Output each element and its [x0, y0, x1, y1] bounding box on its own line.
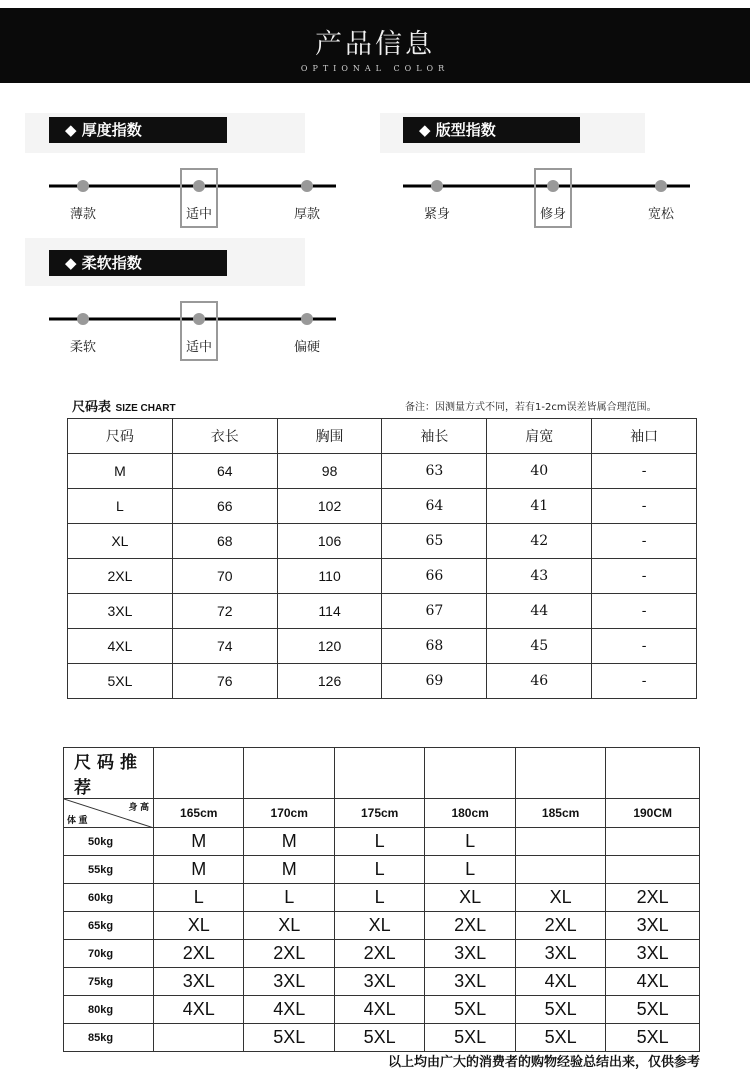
- rec-size-cell: 3XL: [606, 912, 700, 940]
- page-subtitle: OPTIONAL COLOR: [300, 64, 450, 73]
- footer-note: 以上均由广大的消费者的购物经验总结出来，仅供参考: [387, 1055, 700, 1070]
- table-row: [64, 940, 700, 968]
- table-row: [64, 912, 700, 940]
- size-chart-title: [72, 396, 176, 415]
- rec-title: 尺码推荐: [64, 748, 154, 799]
- fit-option-slim: 修身: [539, 207, 566, 222]
- measurement-cell: -: [592, 489, 697, 524]
- table-row: [68, 454, 697, 489]
- fit-option-tight: 紧身: [423, 207, 450, 222]
- measurement-cell: 66: [382, 559, 487, 594]
- rec-size-cell: [606, 856, 700, 884]
- rec-size-cell: 5XL: [606, 996, 700, 1024]
- measurement-cell: 72: [172, 594, 277, 629]
- rec-corner-height: 身 高: [128, 802, 149, 812]
- measurement-cell: 70: [172, 559, 277, 594]
- measurement-cell: 102: [277, 489, 382, 524]
- rec-size-cell: 2XL: [154, 940, 244, 968]
- rec-size-cell: L: [334, 884, 424, 912]
- rec-size-cell: M: [154, 856, 244, 884]
- measurement-cell: 106: [277, 524, 382, 559]
- size-header-cell: 肩宽: [487, 419, 592, 454]
- rec-height-header: 165cm: [154, 799, 244, 828]
- rec-weight-cell: 70kg: [64, 940, 154, 968]
- rec-title-spacer: [334, 748, 424, 799]
- page-title: 产品信息: [315, 29, 435, 60]
- measurement-cell: -: [592, 524, 697, 559]
- thickness-option-medium: 适中: [185, 207, 212, 222]
- rec-size-cell: 5XL: [334, 1024, 424, 1052]
- measurement-cell: 67: [382, 594, 487, 629]
- size-cell: 4XL: [68, 629, 173, 664]
- size-header-cell: 尺码: [68, 419, 173, 454]
- rec-size-cell: XL: [244, 912, 334, 940]
- size-chart-title-cn: 尺码表: [72, 400, 112, 415]
- table-row: [64, 856, 700, 884]
- fit-option-loose: 宽松: [647, 207, 674, 222]
- rec-size-cell: XL: [334, 912, 424, 940]
- rec-size-cell: 2XL: [606, 884, 700, 912]
- measurement-cell: 110: [277, 559, 382, 594]
- measurement-cell: -: [592, 594, 697, 629]
- rec-size-cell: L: [334, 856, 424, 884]
- table-row: [68, 629, 697, 664]
- rec-size-cell: 2XL: [515, 912, 605, 940]
- rec-title-spacer: [515, 748, 605, 799]
- rec-size-cell: 3XL: [334, 968, 424, 996]
- rec-size-cell: 4XL: [244, 996, 334, 1024]
- rec-size-cell: L: [334, 828, 424, 856]
- rec-size-cell: L: [425, 828, 515, 856]
- measurement-cell: 43: [487, 559, 592, 594]
- rec-size-cell: 4XL: [334, 996, 424, 1024]
- size-cell: 2XL: [68, 559, 173, 594]
- rec-size-cell: 5XL: [244, 1024, 334, 1052]
- table-row: [64, 996, 700, 1024]
- rec-size-cell: 3XL: [425, 940, 515, 968]
- size-header-cell: 袖长: [382, 419, 487, 454]
- measurement-cell: 66: [172, 489, 277, 524]
- rec-weight-cell: 80kg: [64, 996, 154, 1024]
- measurement-cell: 120: [277, 629, 382, 664]
- rec-size-cell: M: [244, 828, 334, 856]
- size-header-cell: 衣长: [172, 419, 277, 454]
- rec-size-cell: 2XL: [244, 940, 334, 968]
- measurement-cell: -: [592, 454, 697, 489]
- rec-height-header: 170cm: [244, 799, 334, 828]
- rec-size-cell: M: [244, 856, 334, 884]
- rec-size-cell: 2XL: [425, 912, 515, 940]
- measurement-cell: 98: [277, 454, 382, 489]
- table-row: [64, 968, 700, 996]
- fit-index-label: ◆ 版型指数: [403, 117, 580, 143]
- rec-header-row: [64, 799, 700, 828]
- measurement-cell: 114: [277, 594, 382, 629]
- rec-size-cell: [154, 1024, 244, 1052]
- rec-title-spacer: [425, 748, 515, 799]
- table-row: [68, 664, 697, 699]
- thickness-dot-2: [193, 180, 205, 192]
- thickness-option-thin: 薄款: [69, 207, 96, 222]
- rec-size-cell: 3XL: [515, 940, 605, 968]
- rec-size-cell: L: [154, 884, 244, 912]
- rec-weight-cell: 55kg: [64, 856, 154, 884]
- rec-size-cell: L: [244, 884, 334, 912]
- measurement-cell: -: [592, 629, 697, 664]
- rec-title-row: [64, 748, 700, 799]
- rec-size-cell: 2XL: [334, 940, 424, 968]
- rec-corner-cell: [64, 799, 154, 828]
- measurement-cell: 40: [487, 454, 592, 489]
- rec-corner-weight: 体 重: [67, 815, 88, 825]
- table-row: [64, 884, 700, 912]
- size-cell: 3XL: [68, 594, 173, 629]
- size-cell: 5XL: [68, 664, 173, 699]
- rec-size-cell: [606, 828, 700, 856]
- rec-weight-cell: 75kg: [64, 968, 154, 996]
- measurement-cell: 68: [172, 524, 277, 559]
- index-sliders: [0, 0, 750, 380]
- measurement-cell: 68: [382, 629, 487, 664]
- table-row: [68, 524, 697, 559]
- rec-size-cell: 3XL: [606, 940, 700, 968]
- fit-dot-3: [655, 180, 667, 192]
- size-cell: L: [68, 489, 173, 524]
- thickness-dot-1: [77, 180, 89, 192]
- rec-size-cell: 3XL: [244, 968, 334, 996]
- rec-height-header: 180cm: [425, 799, 515, 828]
- table-row: [68, 559, 697, 594]
- rec-size-cell: L: [425, 856, 515, 884]
- rec-size-cell: 3XL: [154, 968, 244, 996]
- rec-size-cell: 5XL: [606, 1024, 700, 1052]
- table-row: [64, 828, 700, 856]
- size-chart-note: 备注：因测量方式不同，若有1-2cm误差皆属合理范围。: [405, 402, 657, 413]
- rec-height-header: 190CM: [606, 799, 700, 828]
- rec-weight-cell: 65kg: [64, 912, 154, 940]
- measurement-cell: 42: [487, 524, 592, 559]
- softness-dot-1: [77, 313, 89, 325]
- rec-size-cell: 5XL: [515, 1024, 605, 1052]
- rec-size-cell: XL: [515, 884, 605, 912]
- softness-option-hard: 偏硬: [293, 340, 320, 355]
- rec-weight-cell: 60kg: [64, 884, 154, 912]
- thickness-option-thick: 厚款: [293, 207, 320, 222]
- measurement-cell: 46: [487, 664, 592, 699]
- table-row: [68, 489, 697, 524]
- rec-height-header: 175cm: [334, 799, 424, 828]
- size-chart-table: [67, 418, 697, 699]
- measurement-cell: 45: [487, 629, 592, 664]
- table-row: [68, 594, 697, 629]
- measurement-cell: 74: [172, 629, 277, 664]
- measurement-cell: 64: [172, 454, 277, 489]
- measurement-cell: -: [592, 664, 697, 699]
- softness-option-medium: 适中: [185, 340, 212, 355]
- size-header-cell: 袖口: [592, 419, 697, 454]
- table-row: [64, 1024, 700, 1052]
- rec-title-spacer: [154, 748, 244, 799]
- measurement-cell: 76: [172, 664, 277, 699]
- measurement-cell: 126: [277, 664, 382, 699]
- measurement-cell: 65: [382, 524, 487, 559]
- rec-weight-cell: 85kg: [64, 1024, 154, 1052]
- rec-size-cell: 3XL: [425, 968, 515, 996]
- size-header-row: [68, 419, 697, 454]
- measurement-cell: 63: [382, 454, 487, 489]
- rec-weight-cell: 50kg: [64, 828, 154, 856]
- softness-index-label: ◆ 柔软指数: [49, 250, 227, 276]
- rec-size-cell: M: [154, 828, 244, 856]
- rec-size-cell: 4XL: [154, 996, 244, 1024]
- size-cell: M: [68, 454, 173, 489]
- rec-title-spacer: [606, 748, 700, 799]
- rec-size-cell: [515, 856, 605, 884]
- measurement-cell: 44: [487, 594, 592, 629]
- rec-title-spacer: [244, 748, 334, 799]
- size-chart-title-en: SIZE CHART: [115, 403, 176, 414]
- size-header-cell: 胸围: [277, 419, 382, 454]
- size-cell: XL: [68, 524, 173, 559]
- rec-size-cell: 4XL: [606, 968, 700, 996]
- rec-size-cell: XL: [425, 884, 515, 912]
- rec-size-cell: 5XL: [425, 996, 515, 1024]
- thickness-dot-3: [301, 180, 313, 192]
- measurement-cell: 64: [382, 489, 487, 524]
- measurement-cell: 41: [487, 489, 592, 524]
- rec-size-cell: [515, 828, 605, 856]
- rec-size-cell: 4XL: [515, 968, 605, 996]
- fit-dot-1: [431, 180, 443, 192]
- rec-size-cell: 5XL: [515, 996, 605, 1024]
- rec-size-cell: XL: [154, 912, 244, 940]
- measurement-cell: 69: [382, 664, 487, 699]
- rec-height-header: 185cm: [515, 799, 605, 828]
- softness-option-soft: 柔软: [69, 340, 96, 355]
- measurement-cell: -: [592, 559, 697, 594]
- rec-size-cell: 5XL: [425, 1024, 515, 1052]
- fit-dot-2: [547, 180, 559, 192]
- size-recommendation-table: [63, 747, 700, 1052]
- softness-dot-3: [301, 313, 313, 325]
- thickness-index-label: ◆ 厚度指数: [49, 117, 227, 143]
- softness-dot-2: [193, 313, 205, 325]
